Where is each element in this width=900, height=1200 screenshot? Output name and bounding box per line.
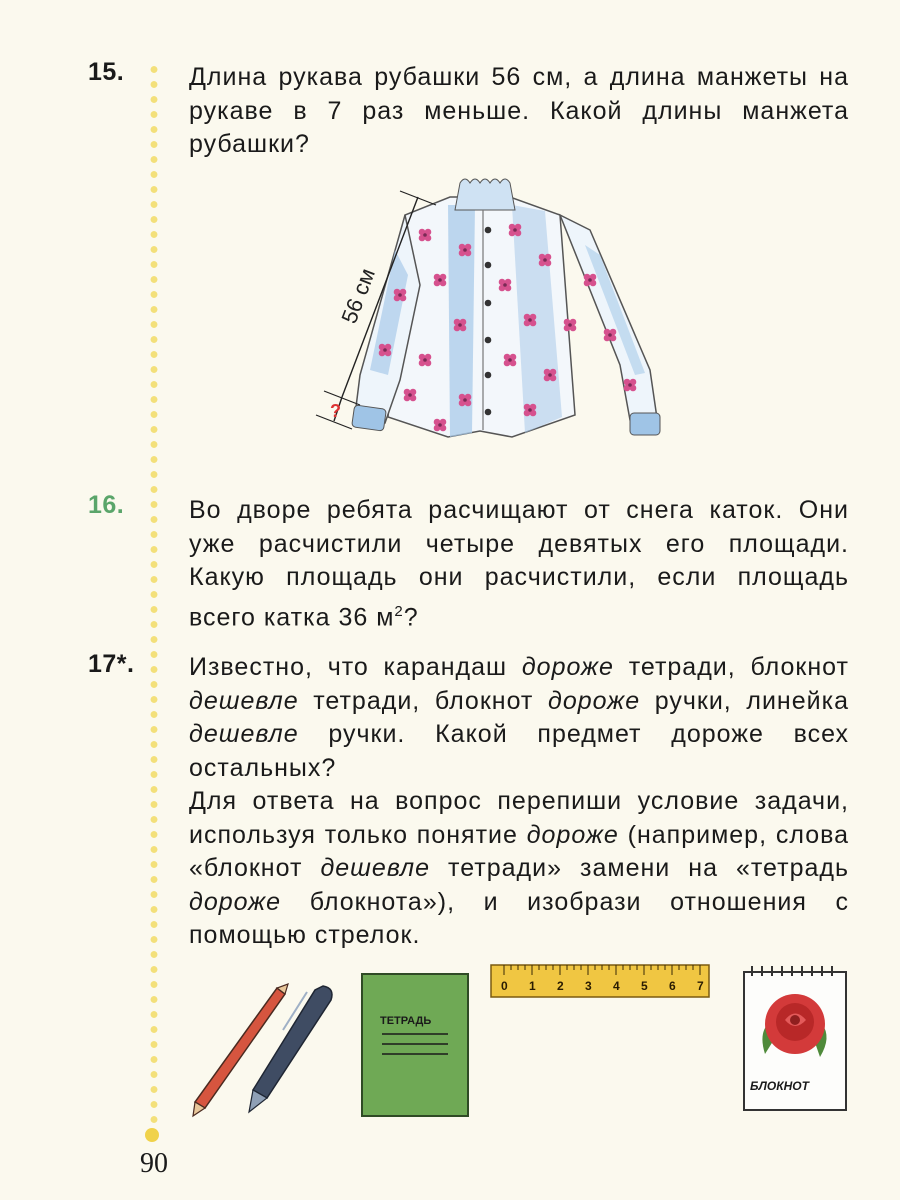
t17p2-i2: дешевле — [320, 854, 431, 882]
ruler-number: 1 — [529, 979, 536, 993]
ruler-number: 3 — [585, 979, 592, 993]
t17p1-s5: ручки. Какой предмет дороже всех остальных? — [189, 720, 849, 782]
t17p1-s1: Известно, что карандаш — [189, 653, 522, 681]
task-17-paragraph-2 — [189, 785, 849, 953]
t17p1-i2: дешевле — [189, 686, 299, 715]
t17p1-s3: тетради, блокнот — [298, 686, 549, 715]
t17p2-s1: Для ответа на вопрос перепиши условие задачи, используя только понятие — [189, 787, 849, 849]
sleeve-length-label: 56 см — [336, 264, 380, 327]
task-16-number: 16. — [88, 491, 125, 519]
task-15-paragraph: Длина рукава рубашки 56 см, а длина манжеты на рукаве в 7 раз меньше. Какой длины манжета рубашки? — [189, 63, 849, 158]
t17p1-i3: дороже — [548, 686, 641, 715]
cuff-length-label: ? — [330, 401, 341, 421]
t17p1-s4: ручки, линейка — [640, 686, 849, 715]
task-16-paragraph — [189, 494, 849, 634]
notepad-label: БЛОКНОТ — [750, 1079, 809, 1093]
ruler-number: 2 — [557, 979, 564, 993]
square-exponent: 2 — [394, 602, 404, 620]
task-17-paragraph-1 — [189, 651, 849, 785]
t17p2-i3: дороже — [189, 887, 282, 916]
notepad-illustration — [740, 962, 852, 1114]
task-16-question-mark: ? — [403, 602, 419, 631]
ruler-illustration — [490, 964, 712, 1000]
shirt-illustration — [300, 175, 680, 465]
t17p1-i1: дороже — [521, 653, 614, 681]
t17p1-s2: тетради, блокнот — [613, 653, 849, 681]
page-number: 90 — [140, 1148, 168, 1179]
task-16-text-main: Во дворе ребята расчищают от снега каток. Они уже расчистили четыре девятых его площади. Какую площадь они расчистили, если площадь всего катка 36 м — [189, 496, 849, 631]
task-16-text — [189, 494, 849, 634]
t17p2-i1: дороже — [526, 820, 619, 849]
notebook-illustration — [360, 972, 472, 1120]
task-17-text — [189, 651, 849, 953]
dotted-margin-line — [149, 62, 159, 1142]
task-17-number: 17*. — [88, 650, 135, 678]
task-15-number: 15. — [88, 58, 125, 86]
t17p2-s3: тетради» замени на «тетрадь — [430, 854, 849, 882]
task-15-text — [189, 61, 849, 162]
margin-line-end-dot — [145, 1128, 159, 1142]
ruler-number: 6 — [669, 979, 676, 993]
notebook-label: ТЕТРАДЬ — [380, 1015, 432, 1027]
t17p2-s4: блокнота»), и изобрази отношения с помощью стрелок. — [189, 887, 849, 949]
ruler-number: 5 — [641, 979, 648, 993]
ruler-number: 4 — [613, 979, 620, 993]
ruler-number: 7 — [697, 979, 704, 993]
t17p1-i4: дешевле — [189, 720, 299, 748]
ruler-number: 0 — [501, 979, 508, 993]
t17p2-s2: (например, слова «блокнот — [189, 820, 850, 882]
pen-icon — [249, 986, 332, 1112]
pencil-icon — [193, 984, 288, 1116]
pencil-and-pen-illustration — [185, 980, 345, 1120]
